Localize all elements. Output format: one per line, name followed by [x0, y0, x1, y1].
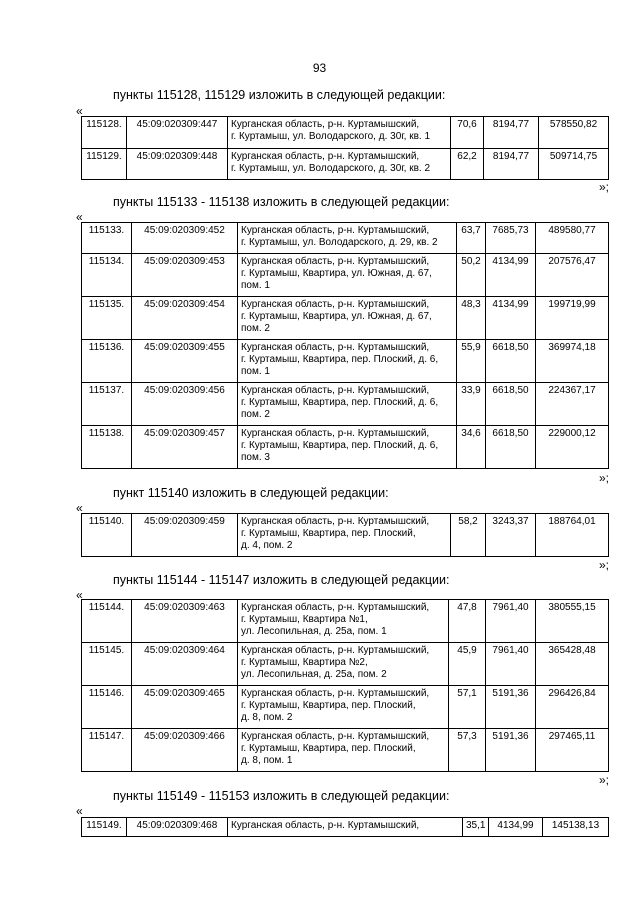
area-cell: 62,2	[451, 149, 484, 180]
address-cell	[238, 426, 457, 469]
rate-cell: 6618,50	[486, 340, 536, 383]
item-number: 115135.	[82, 297, 132, 340]
area-cell: 63,7	[457, 223, 486, 254]
cadastral-number: 45:09:020309:453	[132, 254, 238, 297]
section-intro: пункт 115140 изложить в следующей редакции:	[113, 486, 389, 500]
address-line: пом. 1	[241, 280, 270, 291]
cadastral-number: 45:09:020309:452	[132, 223, 238, 254]
address-line: Курганская область, р-н. Куртамышский,	[241, 688, 430, 699]
data-table	[81, 817, 609, 837]
table-row	[82, 117, 609, 149]
section-intro: пункты 115133 - 115138 изложить в следующей редакции:	[113, 195, 450, 209]
rate-cell: 4134,99	[489, 818, 543, 837]
item-number: 115147.	[82, 729, 132, 772]
item-number: 115146.	[82, 686, 132, 729]
cost-cell: 297465,11	[536, 729, 609, 772]
cost-cell: 199719,99	[536, 297, 609, 340]
rate-cell: 3243,37	[486, 514, 536, 557]
address-cell	[238, 340, 457, 383]
section-intro: пункты 115149 - 115153 изложить в следующей редакции:	[113, 789, 450, 803]
address-line: Курганская область, р-н. Куртамышский,	[231, 119, 420, 130]
area-cell: 33,9	[457, 383, 486, 426]
item-number: 115129.	[82, 149, 127, 180]
open-quote: «	[76, 210, 83, 224]
address-cell	[238, 383, 457, 426]
cost-cell: 365428,48	[536, 643, 609, 686]
cadastral-number: 45:09:020309:448	[127, 149, 228, 180]
cost-cell: 224367,17	[536, 383, 609, 426]
area-cell: 34,6	[457, 426, 486, 469]
item-number: 115137.	[82, 383, 132, 426]
cadastral-number: 45:09:020309:454	[132, 297, 238, 340]
item-number: 115138.	[82, 426, 132, 469]
table-row	[82, 686, 609, 729]
area-cell: 35,1	[463, 818, 489, 837]
table-row	[82, 149, 609, 180]
address-line: пом. 2	[241, 323, 270, 334]
address-line: Курганская область, р-н. Куртамышский,	[231, 151, 420, 162]
rate-cell: 6618,50	[486, 383, 536, 426]
address-cell	[238, 686, 449, 729]
open-quote: «	[76, 588, 83, 602]
address-line: Курганская область, р-н. Куртамышский,	[241, 516, 430, 527]
address-line: д. 8, пом. 1	[241, 755, 293, 766]
address-line: пом. 1	[241, 366, 270, 377]
address-line: Курганская область, р-н. Куртамышский,	[241, 225, 430, 236]
item-number: 115134.	[82, 254, 132, 297]
address-line: г. Куртамыш, Квартира, пер. Плоский,	[241, 743, 416, 754]
cadastral-number: 45:09:020309:466	[132, 729, 238, 772]
address-line: г. Куртамыш, Квартира, пер. Плоский, д. 6,	[241, 397, 439, 408]
address-line: г. Куртамыш, Квартира, пер. Плоский, д. 6,	[241, 440, 439, 451]
address-line: г. Куртамыш, Квартира, пер. Плоский,	[241, 528, 416, 539]
address-line: г. Куртамыш, Квартира №1,	[241, 614, 368, 625]
table-row	[82, 340, 609, 383]
area-cell: 70,6	[451, 117, 484, 149]
close-quote: »;	[598, 180, 609, 194]
table-row	[82, 426, 609, 469]
rate-cell: 8194,77	[484, 149, 539, 180]
address-line: Курганская область, р-н. Куртамышский,	[241, 256, 430, 267]
address-line: Курганская область, р-н. Куртамышский,	[241, 731, 430, 742]
address-line: д. 8, пом. 2	[241, 712, 293, 723]
rate-cell: 8194,77	[484, 117, 539, 149]
close-quote: »;	[598, 558, 609, 572]
cadastral-number: 45:09:020309:465	[132, 686, 238, 729]
cost-cell: 369974,18	[536, 340, 609, 383]
address-line: Курганская область, р-н. Куртамышский,	[241, 299, 430, 310]
address-line: Курганская область, р-н. Куртамышский,	[241, 645, 430, 656]
item-number: 115149.	[82, 818, 127, 837]
address-line: г. Куртамыш, Квартира, ул. Южная, д. 67,	[241, 311, 432, 322]
table-row	[82, 600, 609, 643]
item-number: 115140.	[82, 514, 132, 557]
address-cell	[228, 149, 451, 180]
cost-cell: 578550,82	[539, 117, 609, 149]
address-line: ул. Лесопильная, д. 25а, пом. 1	[241, 626, 387, 637]
rate-cell: 4134,99	[486, 254, 536, 297]
cadastral-number: 45:09:020309:455	[132, 340, 238, 383]
rate-cell: 5191,36	[486, 686, 536, 729]
cadastral-number: 45:09:020309:459	[132, 514, 238, 557]
data-table	[81, 599, 609, 772]
address-line: д. 4, пом. 2	[241, 540, 293, 551]
table-row	[82, 514, 609, 557]
cost-cell: 296426,84	[536, 686, 609, 729]
address-line: ул. Лесопильная, д. 25а, пом. 2	[241, 669, 387, 680]
address-cell	[238, 223, 457, 254]
section-intro: пункты 115128, 115129 изложить в следующей редакции:	[113, 88, 446, 102]
area-cell: 48,3	[457, 297, 486, 340]
cost-cell: 207576,47	[536, 254, 609, 297]
item-number: 115136.	[82, 340, 132, 383]
table-row	[82, 383, 609, 426]
address-cell	[238, 514, 451, 557]
open-quote: «	[76, 104, 83, 118]
table-row	[82, 643, 609, 686]
data-table	[81, 222, 609, 469]
page-number: 93	[312, 61, 327, 75]
table-row	[82, 223, 609, 254]
data-table	[81, 116, 609, 180]
rate-cell: 4134,99	[486, 297, 536, 340]
section-intro: пункты 115144 - 115147 изложить в следующей редакции:	[113, 573, 450, 587]
address-cell	[238, 729, 449, 772]
area-cell: 57,3	[449, 729, 486, 772]
area-cell: 45,9	[449, 643, 486, 686]
address-cell	[228, 818, 463, 837]
cost-cell: 188764,01	[536, 514, 609, 557]
cadastral-number: 45:09:020309:456	[132, 383, 238, 426]
address-line: г. Куртамыш, Квартира, пер. Плоский,	[241, 700, 416, 711]
item-number: 115145.	[82, 643, 132, 686]
item-number: 115133.	[82, 223, 132, 254]
address-line: пом. 3	[241, 452, 270, 463]
rate-cell: 7961,40	[486, 643, 536, 686]
area-cell: 57,1	[449, 686, 486, 729]
cadastral-number: 45:09:020309:468	[127, 818, 228, 837]
open-quote: «	[76, 501, 83, 515]
address-cell	[238, 600, 449, 643]
address-cell	[228, 117, 451, 149]
cadastral-number: 45:09:020309:447	[127, 117, 228, 149]
close-quote: »;	[598, 471, 609, 485]
table-row	[82, 729, 609, 772]
area-cell: 55,9	[457, 340, 486, 383]
address-cell	[238, 297, 457, 340]
address-line: Курганская область, р-н. Куртамышский,	[241, 602, 430, 613]
address-line: г. Куртамыш, Квартира, пер. Плоский, д. 6,	[241, 354, 439, 365]
area-cell: 50,2	[457, 254, 486, 297]
address-cell	[238, 643, 449, 686]
address-line: г. Куртамыш, Квартира, ул. Южная, д. 67,	[241, 268, 432, 279]
rate-cell: 7685,73	[486, 223, 536, 254]
address-line: Курганская область, р-н. Куртамышский,	[241, 342, 430, 353]
item-number: 115128.	[82, 117, 127, 149]
data-table	[81, 513, 609, 557]
item-number: 115144.	[82, 600, 132, 643]
area-cell: 47,8	[449, 600, 486, 643]
rate-cell: 7961,40	[486, 600, 536, 643]
cadastral-number: 45:09:020309:463	[132, 600, 238, 643]
cost-cell: 229000,12	[536, 426, 609, 469]
close-quote: »;	[598, 773, 609, 787]
cost-cell: 380555,15	[536, 600, 609, 643]
cost-cell: 489580,77	[536, 223, 609, 254]
address-line: Курганская область, р-н. Куртамышский,	[231, 820, 420, 831]
cost-cell: 145138,13	[543, 818, 609, 837]
address-line: г. Куртамыш, Квартира №2,	[241, 657, 368, 668]
address-cell	[238, 254, 457, 297]
address-line: Курганская область, р-н. Куртамышский,	[241, 428, 430, 439]
table-row	[82, 818, 609, 837]
address-line: г. Куртамыш, ул. Володарского, д. 30г, кв. 1	[231, 131, 431, 142]
area-cell: 58,2	[451, 514, 486, 557]
table-row	[82, 297, 609, 340]
address-line: г. Куртамыш, ул. Володарского, д. 30г, кв. 2	[231, 163, 431, 174]
cost-cell: 509714,75	[539, 149, 609, 180]
open-quote: «	[76, 804, 83, 818]
cadastral-number: 45:09:020309:457	[132, 426, 238, 469]
address-line: Курганская область, р-н. Куртамышский,	[241, 385, 430, 396]
rate-cell: 5191,36	[486, 729, 536, 772]
address-line: пом. 2	[241, 409, 270, 420]
rate-cell: 6618,50	[486, 426, 536, 469]
table-row	[82, 254, 609, 297]
cadastral-number: 45:09:020309:464	[132, 643, 238, 686]
address-line: г. Куртамыш, ул. Володарского, д. 29, кв. 2	[241, 237, 438, 248]
